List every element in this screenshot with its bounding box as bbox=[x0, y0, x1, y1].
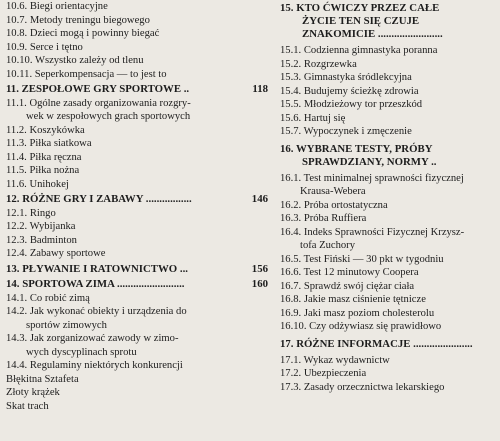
toc-entry-14-1: 14.1. Co robić zimą bbox=[6, 292, 90, 304]
toc-entry-zloty-krazek: Złoty krążek bbox=[6, 387, 60, 398]
toc-entry-14-2: 14.2. Jak wykonać obiekty i urządzenia do bbox=[6, 306, 187, 317]
toc-entry-16-1: 16.1. Test minimalnej sprawności fizycznej bbox=[280, 172, 464, 184]
toc-entry-17-3: 17.3. Zasady orzecznictwa lekarskiego bbox=[280, 381, 445, 393]
toc-entry-10-9: 10.9. Serce i tętno bbox=[6, 41, 83, 53]
toc-entry-16-9: 16.9. Jaki masz poziom cholesterolu bbox=[280, 307, 435, 319]
chapter-13-title: 13. PŁYWANIE I RATOWNICTWO ... bbox=[6, 262, 188, 275]
chapter-15-title-line-3: ZNAKOMICIE ........................ bbox=[302, 28, 443, 40]
toc-entry-12-1: 12.1. Ringo bbox=[6, 207, 56, 219]
toc-entry-12-4: 12.4. Zabawy sportowe bbox=[6, 248, 106, 259]
toc-entry-16-8: 16.8. Jakie masz ciśnienie tętnicze bbox=[280, 294, 426, 305]
chapter-15-title-line-2: ŻYCIE TEN SIĘ CZUJE bbox=[302, 15, 420, 27]
toc-entry-12-3: 12.3. Badminton bbox=[6, 234, 77, 246]
chapter-14-heading bbox=[6, 278, 268, 292]
toc-entry-15-2: 15.2. Rozgrzewka bbox=[280, 58, 357, 70]
chapter-17-title: 17. RÓŻNE INFORMACJE ...................... bbox=[280, 337, 473, 350]
chapter-12-page: 146 bbox=[251, 193, 268, 205]
chapter-11-title: 11. ZESPOŁOWE GRY SPORTOWE .. bbox=[6, 83, 190, 95]
chapter-12-heading bbox=[6, 193, 268, 207]
chapter-16-title-line-2: SPRAWDZIANY, NORMY .. bbox=[302, 155, 437, 168]
toc-entry-16-4: 16.4. Indeks Sprawności Fizycznej Krzysz- bbox=[280, 226, 465, 238]
toc-entry-blekitna-sztafeta: Błękitna Sztafeta bbox=[6, 373, 79, 385]
toc-entry-11-1: 11.1. Ogólne zasady organizowania rozgry- bbox=[6, 97, 191, 109]
toc-entry-11-5: 11.5. Piłka nożna bbox=[6, 165, 80, 176]
chapter-13-page: 156 bbox=[251, 262, 268, 275]
chapter-11-heading bbox=[6, 83, 268, 97]
toc-entry-10-6: 10.6. Biegi orientacyjne bbox=[6, 1, 108, 12]
toc-entry-11-2: 11.2. Koszykówka bbox=[6, 124, 85, 136]
toc-entry-14-3: 14.3. Jak zorganizować zawody w zimo- bbox=[6, 333, 179, 344]
toc-entry-11-1-cont: wek w zespołowych grach sportowych bbox=[26, 111, 191, 122]
toc-entry-10-7: 10.7. Metody treningu biegowego bbox=[6, 14, 150, 26]
chapter-13-heading bbox=[6, 263, 268, 277]
toc-entry-17-2: 17.2. Ubezpieczenia bbox=[280, 368, 367, 379]
toc-entry-skat-trach: Skat trach bbox=[6, 400, 49, 412]
toc-entry-14-2-cont: sportów zimowych bbox=[26, 319, 107, 331]
chapter-16-title-line-1: 16. WYBRANE TESTY, PRÓBY bbox=[280, 142, 433, 155]
toc-entry-11-3: 11.3. Piłka siatkowa bbox=[6, 138, 92, 149]
toc-entry-15-6: 15.6. Hartuj się bbox=[280, 112, 346, 124]
toc-entry-10-8: 10.8. Dzieci mogą i powinny biegać bbox=[6, 28, 160, 39]
toc-entry-11-6: 11.6. Unihokej bbox=[6, 178, 69, 190]
chapter-12-title: 12. RÓŻNE GRY I ZABAWY ................. bbox=[6, 193, 192, 205]
toc-entry-14-3-cont: wych dyscyplinach sprotu bbox=[26, 346, 137, 358]
right-column bbox=[280, 0, 496, 394]
toc-entry-15-4: 15.4. Budujemy ścieżkę zdrowia bbox=[280, 85, 419, 97]
toc-entry-12-2: 12.2. Wybijanka bbox=[6, 221, 76, 232]
toc-entry-16-1-cont: Krausa-Webera bbox=[300, 186, 366, 197]
chapter-15-title-line-1: 15. KTO ĆWICZY PRZEZ CAŁE bbox=[280, 2, 440, 14]
left-column bbox=[6, 0, 268, 413]
toc-entry-10-11: 10.11. Seperkompensacja — to jest to bbox=[6, 68, 167, 80]
toc-entry-16-6: 16.6. Test 12 minutowy Coopera bbox=[280, 267, 419, 278]
toc-entry-14-4: 14.4. Regulaminy niektórych konkurencji bbox=[6, 360, 183, 371]
chapter-11-page: 118 bbox=[252, 83, 268, 95]
chapter-14-title: 14. SPORTOWA ZIMA ......................... bbox=[6, 278, 185, 290]
toc-entry-15-3: 15.3. Gimnastyka śródlekcyjna bbox=[280, 72, 412, 83]
toc-entry-16-10: 16.10. Czy odżywiasz się prawidłowo bbox=[280, 321, 442, 332]
toc-entry-15-5: 15.5. Młodzieżowy tor przeszkód bbox=[280, 99, 423, 110]
toc-entry-16-4-cont: tofa Zuchory bbox=[300, 240, 356, 251]
toc-entry-16-7: 16.7. Sprawdź swój ciężar ciała bbox=[280, 280, 415, 292]
toc-entry-16-5: 16.5. Test Fiński — 30 pkt w tygodniu bbox=[280, 253, 444, 265]
toc-entry-10-10: 10.10. Wszystko zależy od tlenu bbox=[6, 55, 144, 66]
toc-entry-15-7: 15.7. Wypoczynek i zmęczenie bbox=[280, 126, 412, 137]
toc-entry-16-2: 16.2. Próba ortostatyczna bbox=[280, 199, 388, 211]
toc-entry-17-1: 17.1. Wykaz wydawnictw bbox=[280, 354, 390, 366]
toc-entry-16-3: 16.3. Próba Ruffiera bbox=[280, 213, 367, 224]
toc-entry-11-4: 11.4. Piłka ręczna bbox=[6, 151, 82, 163]
chapter-14-page: 160 bbox=[251, 278, 268, 290]
toc-entry-15-1: 15.1. Codzienna gimnastyka poranna bbox=[280, 45, 438, 56]
